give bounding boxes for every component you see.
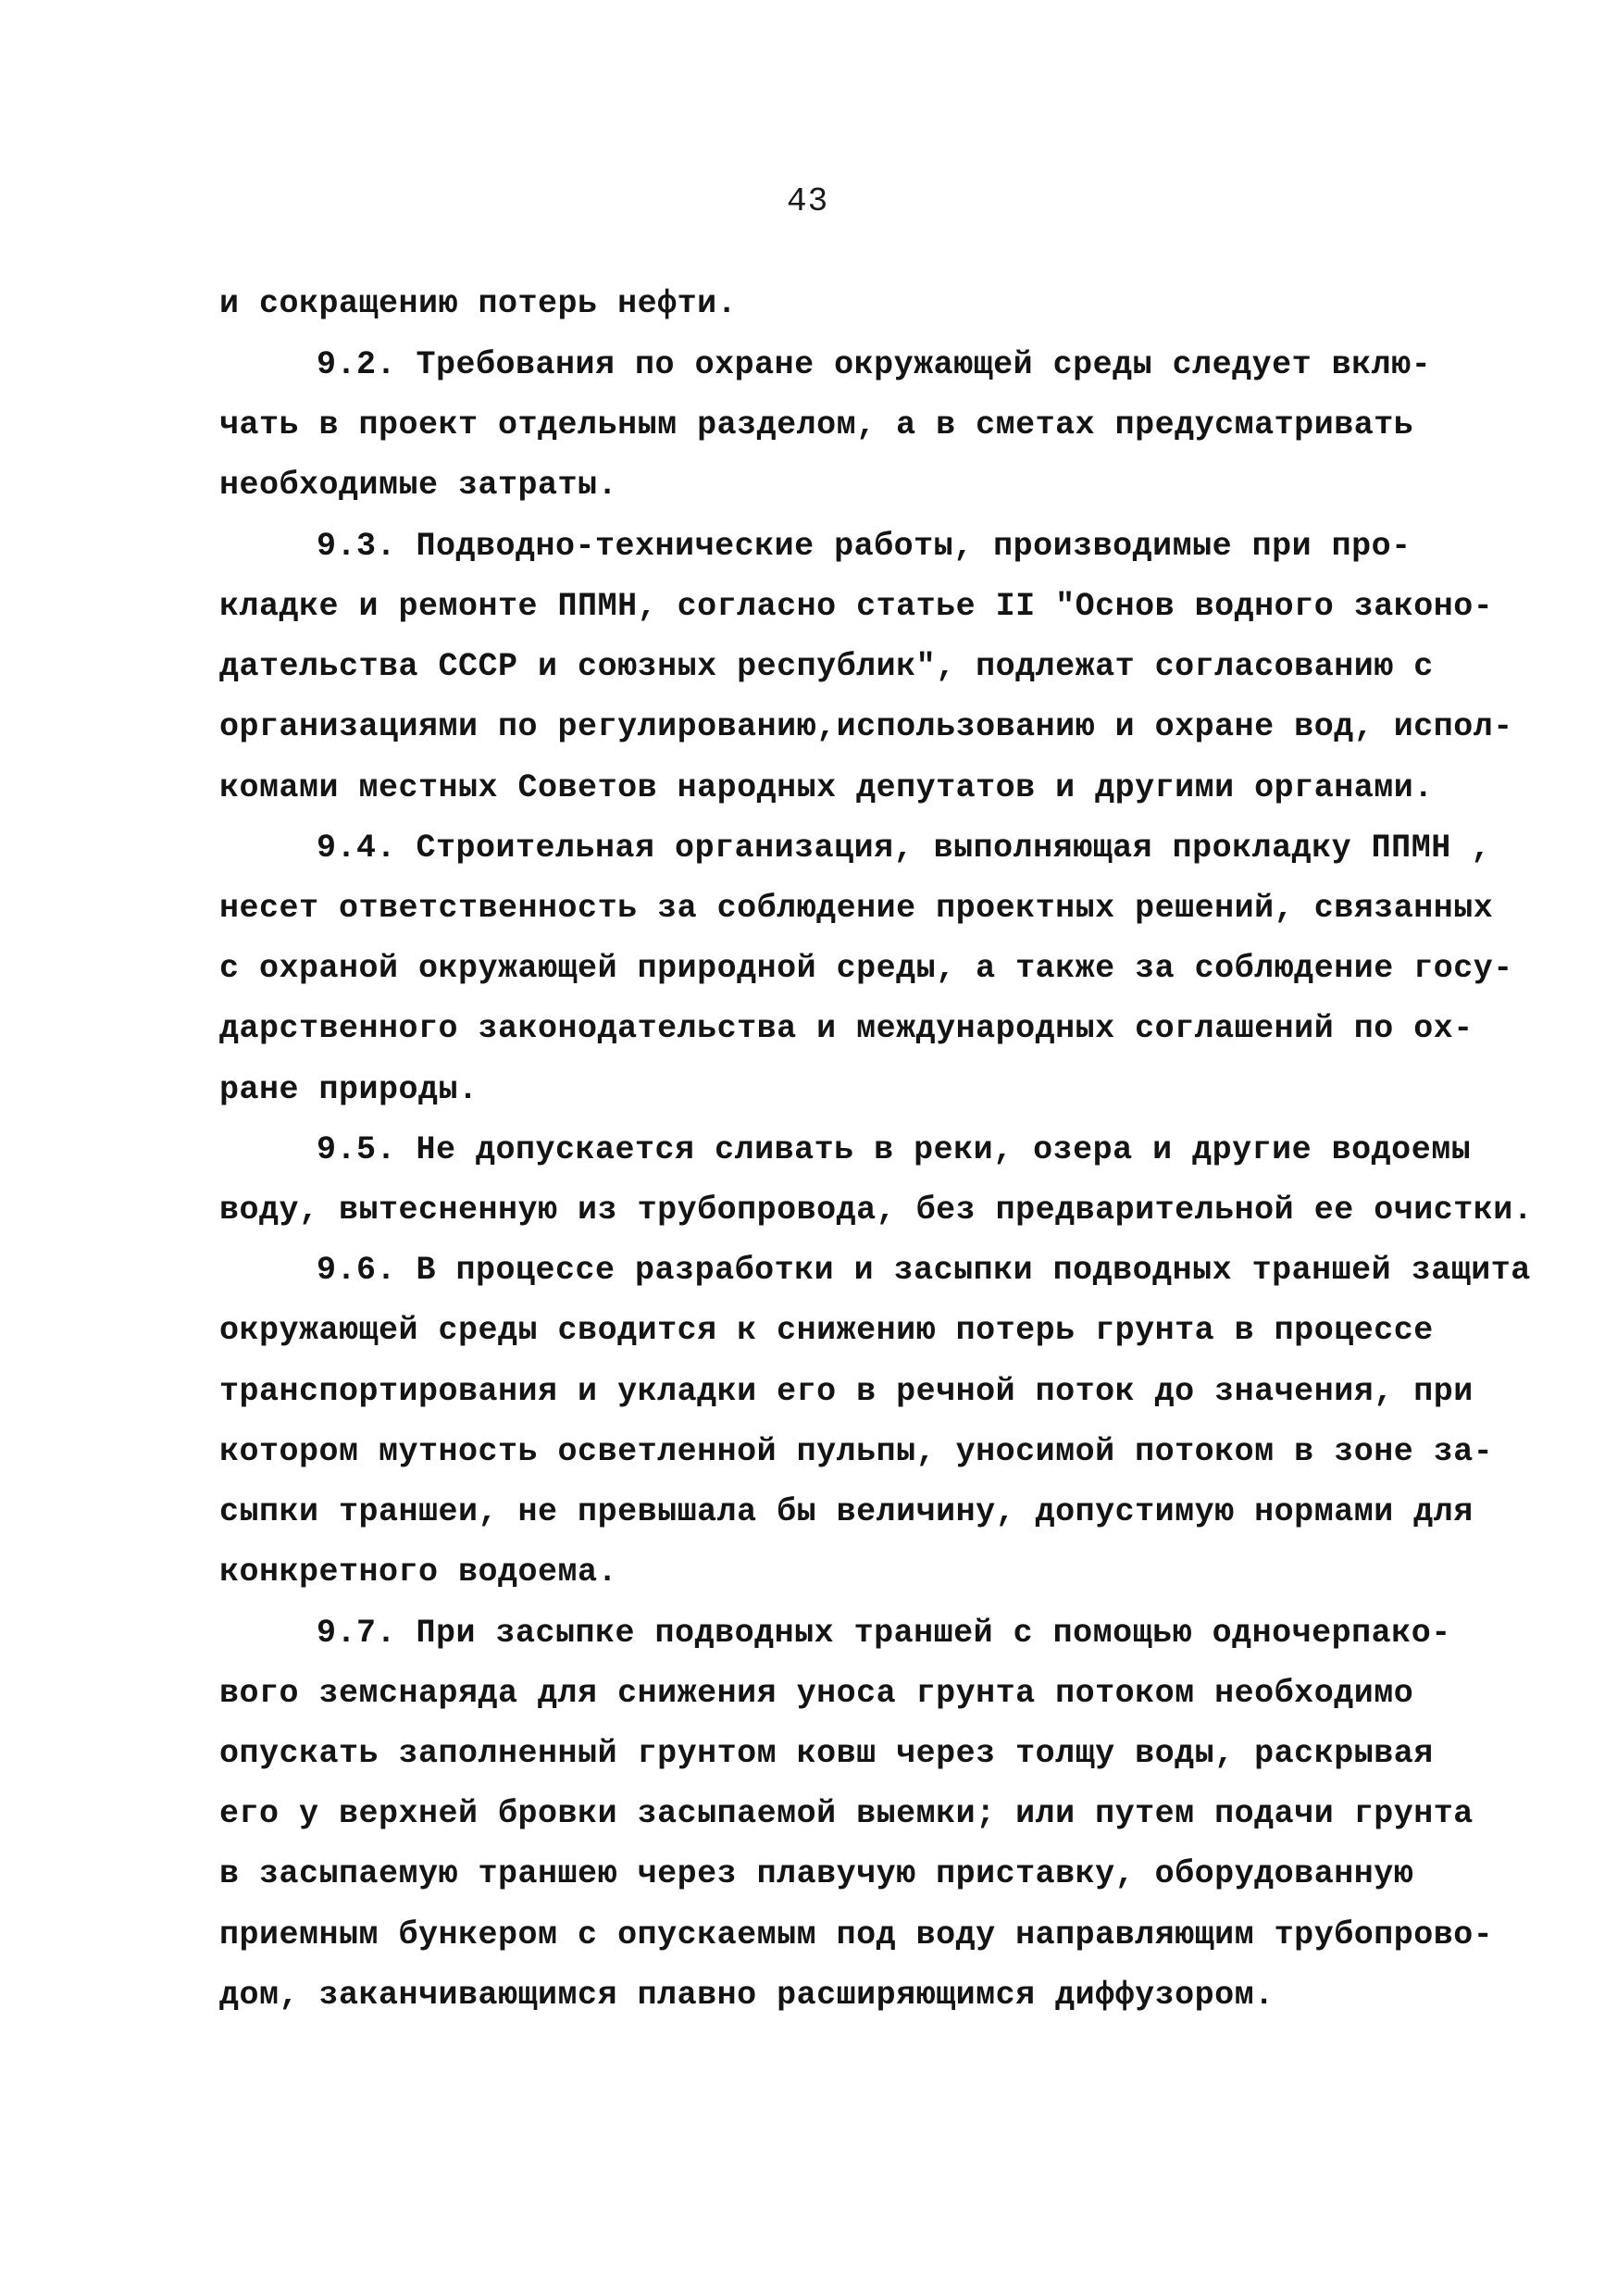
text-line: 9.3. Подводно-технические работы, производимые при про- [317,528,1412,565]
text-line: 9.4. Строительная организация, выполняющая прокладку ППМН , [317,830,1491,867]
text-line: комами местных Советов народных депутатов и другими органами. [219,769,1434,806]
text-line: необходимые затраты. [219,467,618,504]
text-line: сыпки траншеи, не превышала бы величину, допустимую нормами для [219,1493,1474,1530]
text-line: ране природы. [219,1071,479,1108]
text-line: дарственного законодательства и международных соглашений по ох- [219,1010,1474,1047]
text-line: вого земснаряда для снижения уноса грунта потоком необходимо [219,1675,1414,1712]
text-line: его у верхней бровки засыпаемой выемки; или путем подачи грунта [219,1795,1474,1832]
text-line: кладке и ремонте ППМН, согласно статье II "Основ водного законо- [219,588,1494,625]
text-line: 9.7. При засыпке подводных траншей с помощью одночерпако- [317,1615,1451,1652]
text-line: приемным бункером с опускаемым под воду направляющим трубопрово- [219,1916,1494,1953]
page-number: 43 [787,182,829,220]
text-line: 9.6. В процессе разработки и засыпки подводных траншей защита [317,1252,1531,1289]
text-line: несет ответственность за соблюдение проектных решений, связанных [219,890,1494,927]
text-line: чать в проект отдельным разделом, а в сметах предусматривать [219,406,1414,443]
text-line: организациями по регулированию,использованию и охране вод, испол- [219,708,1513,745]
text-line: 9.2. Требования по охране окружающей среды следует вклю- [317,346,1432,383]
text-line: 9.5. Не допускается сливать в реки, озера и другие водоемы [317,1131,1472,1168]
text-line: дательства СССР и союзных республик", подлежат согласованию с [219,648,1434,685]
text-line: окружающей среды сводится к снижению потерь грунта в процессе [219,1312,1434,1349]
text-line: воду, вытесненную из трубопровода, без предварительной ее очистки. [219,1192,1534,1229]
text-line: конкретного водоема. [219,1554,618,1591]
text-line: опускать заполненный грунтом ковш через толщу воды, раскрывая [219,1735,1434,1772]
text-line: транспортирования и укладки его в речной поток до значения, при [219,1373,1474,1410]
text-line: с охраной окружающей природной среды, а также за соблюдение госу- [219,950,1513,987]
text-line: котором мутность осветленной пульпы, уносимой потоком в зоне за- [219,1433,1494,1470]
text-line: в засыпаемую траншею через плавучую приставку, оборудованную [219,1855,1414,1892]
text-line: и сокращению потерь нефти. [219,285,738,322]
text-line: дом, заканчивающимся плавно расширяющимся диффузором. [219,1977,1275,2014]
